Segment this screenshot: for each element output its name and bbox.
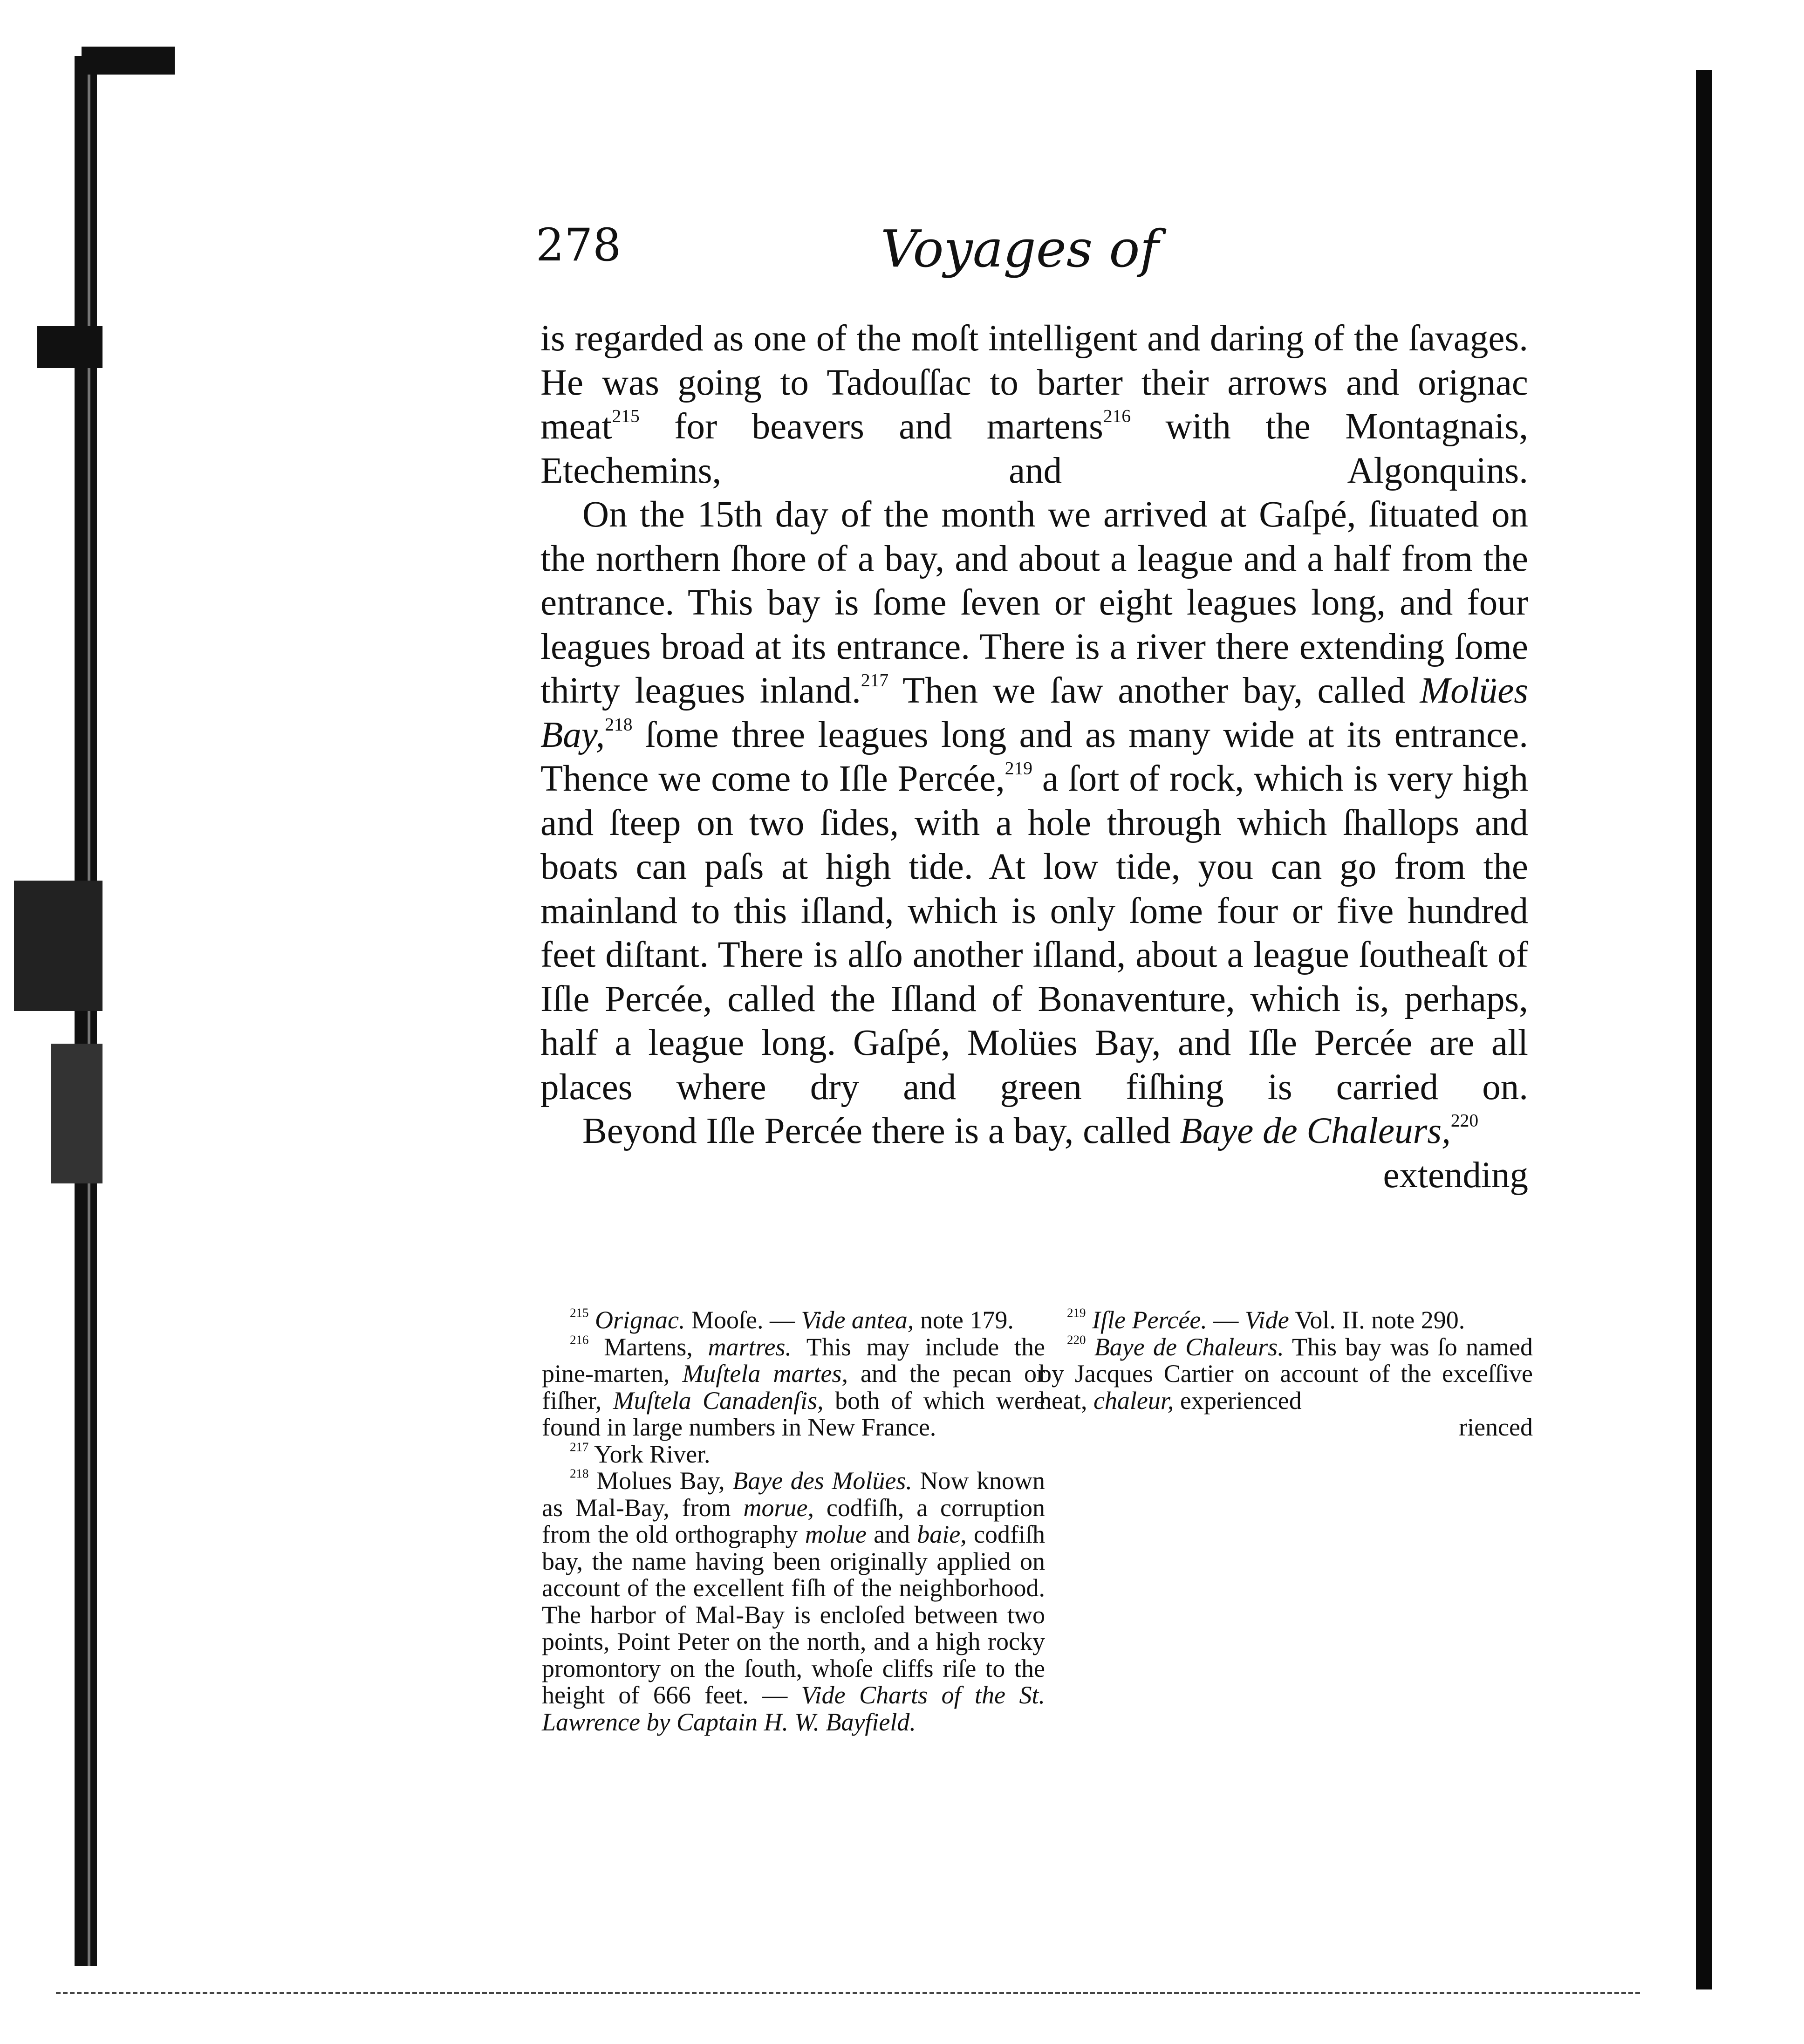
footnote-number: 218 xyxy=(570,1466,589,1481)
footnote-ref: 220 xyxy=(1450,1110,1479,1131)
text-run: codfiſh, a corruption from the old orthography xyxy=(542,1493,1045,1548)
footnote xyxy=(1039,1334,1533,1415)
text-run: ſome three leagues long and as many wide at its entrance. Thence we come to Iſle Percée, xyxy=(540,714,1528,799)
text-run: York River. xyxy=(588,1440,711,1468)
page-number: 278 xyxy=(536,219,622,271)
footnote-number: 217 xyxy=(570,1440,589,1454)
footnotes-right-column xyxy=(1039,1307,1533,1441)
text-run: Molues Bay, xyxy=(588,1467,733,1495)
text-run: and xyxy=(866,1520,917,1548)
footnote xyxy=(1039,1307,1533,1334)
italic-run: morue, xyxy=(743,1493,814,1522)
text-run: and the pecan or fiſher, xyxy=(542,1360,1045,1415)
footnote xyxy=(542,1307,1045,1334)
italic-run: baie, xyxy=(917,1520,967,1548)
text-run: On the 15th day of the month we arrived at Gaſpé, ſituated on the northern ſhore of a bay, and about a league and a half from the entrance. This bay is ſome ſeven or eight leagues long, and four leagues broad at its entrance. There is a river there extending ſome thirty leagues inland. xyxy=(540,494,1528,711)
footnote xyxy=(542,1468,1045,1736)
scan-right-edge xyxy=(1696,70,1712,1989)
text-run: is regarded as one of the moſt intelligent and daring of the ſavages. He was going to Tadouſſac to barter their arrows and orignac meat xyxy=(540,318,1528,447)
text-run: Mooſe. — xyxy=(685,1306,801,1334)
text-run: Now known as Mal-Bay, from xyxy=(542,1467,1046,1522)
italic-run: Muſtela Canadenſis, xyxy=(613,1386,824,1415)
text-run: This may include the pine-marten, xyxy=(542,1333,1045,1388)
footnotes-left-column xyxy=(542,1307,1045,1736)
footnote xyxy=(542,1441,1045,1468)
italic-run: molue xyxy=(805,1520,867,1548)
italic-run: martres. xyxy=(708,1333,792,1361)
catchword: extending xyxy=(1383,1155,1528,1196)
text-run: experienced xyxy=(1174,1386,1302,1415)
italic-run: Orignac. xyxy=(595,1306,685,1334)
footnote-number: 220 xyxy=(1067,1333,1086,1347)
paragraph xyxy=(540,317,1528,493)
scan-blot xyxy=(14,881,102,1011)
italic-run: Vide xyxy=(1244,1306,1289,1334)
text-run: Martens, xyxy=(588,1333,708,1361)
text-run: with the Montagnais, Etechemins, and Algonquins. xyxy=(540,406,1528,491)
running-head xyxy=(536,219,1533,294)
text-run: This bay was ſo named by Jacques Cartier on account of the exceſſive heat, xyxy=(1039,1333,1533,1415)
running-title: Voyages of xyxy=(881,219,1159,279)
footnote-ref: 216 xyxy=(1103,405,1131,426)
footnote-ref: 219 xyxy=(1004,758,1033,779)
text-run: both of which were found in large numbers in New France. xyxy=(542,1386,1046,1441)
text-run: note 179. xyxy=(914,1306,1014,1334)
text-run: Then we ſaw another bay, called xyxy=(888,670,1420,711)
italic-run: Vide Charts of the St. Lawrence by Captain H. W. Bayfield. xyxy=(542,1681,1045,1736)
scan-blot xyxy=(37,326,102,368)
footnote-ref: 218 xyxy=(605,713,633,734)
footnote-number: 216 xyxy=(570,1333,589,1347)
body-text xyxy=(540,317,1528,1197)
paragraph xyxy=(540,1109,1528,1154)
italic-run: chaleur, xyxy=(1093,1386,1174,1415)
footnote-ref: 215 xyxy=(612,405,640,426)
italic-run: Molües Bay, xyxy=(540,670,1529,755)
italic-run: Vide antea, xyxy=(801,1306,914,1334)
text-run: — xyxy=(1207,1306,1245,1334)
italic-run: Muſtela martes, xyxy=(682,1360,848,1388)
text-run: for beavers and martens xyxy=(639,406,1103,447)
italic-run: Iſle Percée. xyxy=(1092,1306,1207,1334)
footnote-ref: 217 xyxy=(861,670,889,690)
italic-run: Baye de Chaleurs, xyxy=(1180,1111,1451,1151)
text-run: a ſort of rock, which is very high and ſteep on two ſides, with a hole through which ſhallops and boats can paſs at high tide. At low tide, you can go from the mainland to this iſland, which is only ſome four or five hundred feet diſtant. There is alſo another iſland, about a league ſoutheaſt of Iſle Percée, called the Iſland of Bonaventure, which is, perhaps, half a league long. Gaſpé, Molües Bay, and Iſle Percée are all places where dry and green fiſhing is carried on. xyxy=(540,759,1529,1107)
scan-blot xyxy=(82,47,175,75)
footnote-number: 215 xyxy=(570,1306,589,1320)
text-run: Beyond Iſle Percée there is a bay, called xyxy=(582,1111,1180,1151)
footnote xyxy=(542,1334,1045,1441)
footnote-catchword: rienced xyxy=(1459,1413,1533,1441)
italic-run: Baye de Chaleurs. xyxy=(1094,1333,1284,1361)
text-run: Vol. II. note 290. xyxy=(1289,1306,1465,1334)
italic-run: Baye des Molües. xyxy=(732,1467,912,1495)
text-run: codfiſh bay, the name having been originally applied on account of the excellent fiſh of the neighborhood. The harbor of Mal-Bay is encloſed between two points, Point Peter on the north, and a high rocky promontory on the ſouth, whoſe cliffs riſe to the height of 666 feet. — xyxy=(542,1520,1045,1709)
paragraph xyxy=(540,493,1528,1109)
scan-bottom-edge xyxy=(56,1992,1640,1994)
footnote-number: 219 xyxy=(1067,1306,1086,1320)
scan-blot xyxy=(51,1044,102,1183)
